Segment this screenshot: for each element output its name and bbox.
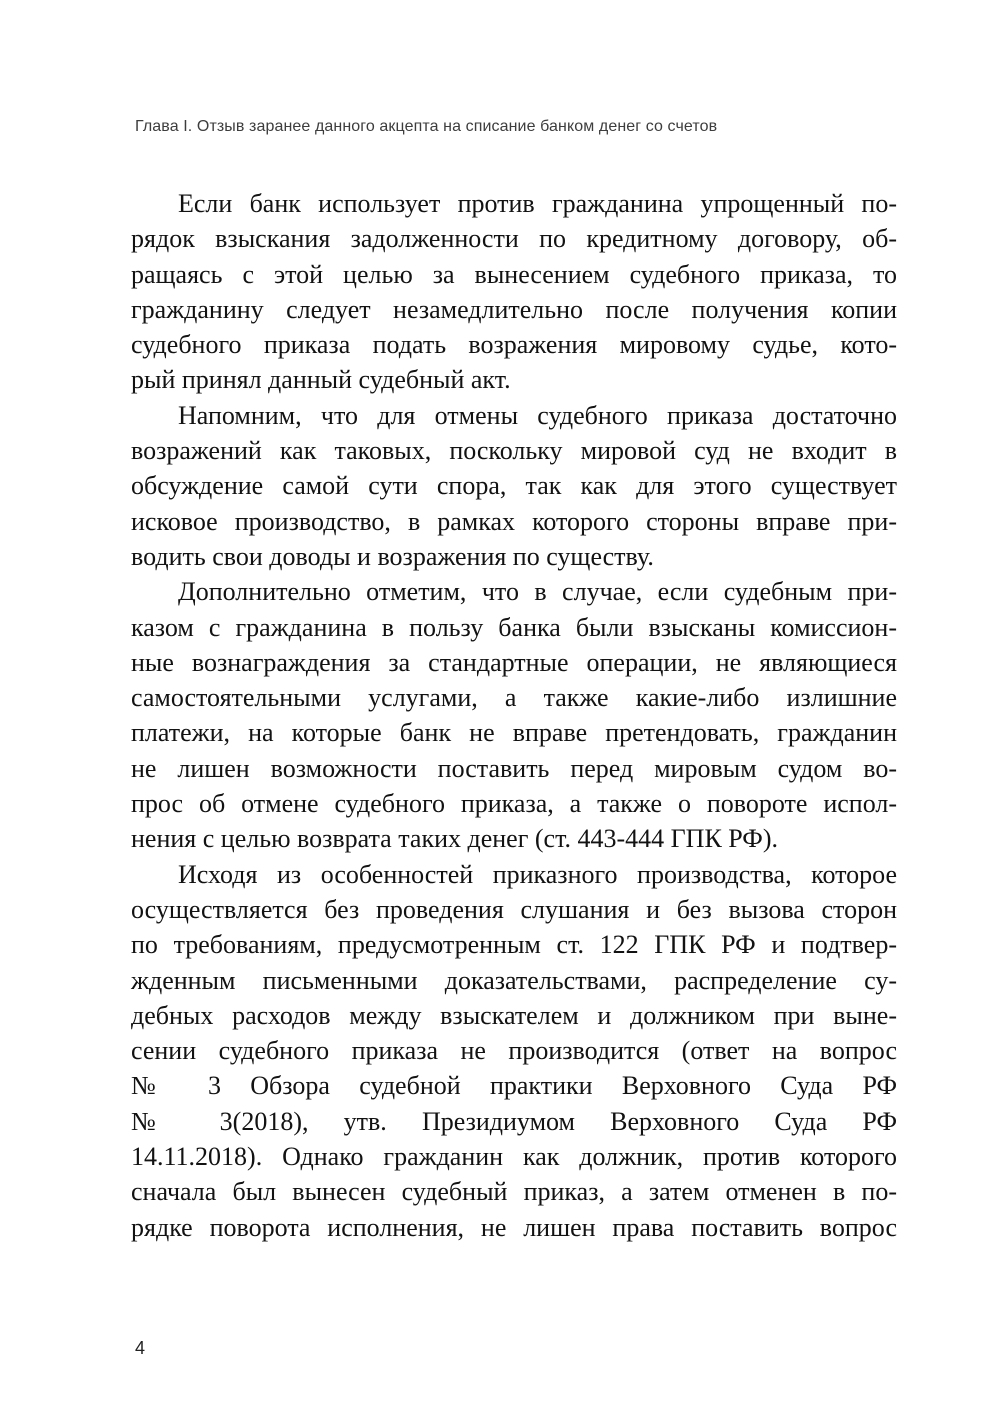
text-line: водить свои доводы и возражения по существу. [131,541,654,571]
text-line: рядке поворота исполнения, не лишен права поставить вопрос [131,1212,897,1242]
text-line: Если банк использует против гражданина упрощенный по- [178,189,897,218]
chapter-running-header: Глава I. Отзыв заранее данного акцепта на списание банком денег со счетов [135,118,718,135]
text-line: № 3(2018), утв. Президиумом Верховного Суда РФ [131,1106,897,1136]
text-line: Исходя из особенностей приказного производства, которое [178,859,897,889]
text-line: самостоятельными услугами, а также какие-либо излишние [131,683,897,713]
body-text [131,186,897,1245]
paragraph [131,857,897,1245]
text-line: по требованиям, предусмотренным ст. 122 ГПК РФ и подтвер- [131,930,897,960]
text-line: обсуждение самой сути спора, так как для этого существует [131,471,897,501]
text-line: казом с гражданина в пользу банка были взысканы комиссион- [131,612,897,642]
text-line: № 3 Обзора судебной практики Верховного Суда РФ [131,1071,897,1101]
text-line: Напомним, что для отмены судебного приказа достаточно [178,400,897,430]
text-line: ращаясь с этой целью за вынесением судебного приказа, то [131,259,897,289]
text-line: гражданину следует незамедлительно после получения копии [131,294,897,324]
text-line: ные вознаграждения за стандартные операции, не являющиеся [131,647,897,677]
paragraph [131,398,897,574]
text-line: не лишен возможности поставить перед мировым судом во- [131,753,897,783]
text-line: судебного приказа подать возражения мировому судье, кото- [131,330,897,360]
text-line: осуществляется без проведения слушания и без вызова сторон [131,894,897,924]
text-line: прос об отмене судебного приказа, а также о повороте испол- [131,789,897,819]
text-line: рядок взыскания задолженности по кредитному договору, об- [131,224,897,254]
text-line: сении судебного приказа не производится (ответ на вопрос [131,1036,897,1066]
page-number: 4 [135,1338,146,1358]
text-line: платежи, на которые банк не вправе претендовать, гражданин [131,718,897,748]
text-line: 14.11.2018). Однако гражданин как должник, против которого [131,1142,897,1172]
paragraph [131,574,897,856]
paragraph [131,186,897,398]
text-line: Дополнительно отметим, что в случае, если судебным при- [178,577,897,607]
text-line: возражений как таковых, поскольку мировой суд не входит в [131,436,897,466]
text-line: исковое производство, в рамках которого стороны вправе при- [131,506,897,536]
text-line: жденным письменными доказательствами, распределение су- [131,965,897,995]
text-line: рый принял данный судебный акт. [131,365,511,395]
text-line: дебных расходов между взыскателем и должником при выне- [131,1000,897,1030]
text-line: сначала был вынесен судебный приказ, а затем отменен в по- [131,1177,897,1207]
text-line: нения с целью возврата таких денег (ст. 443-444 ГПК РФ). [131,824,779,854]
